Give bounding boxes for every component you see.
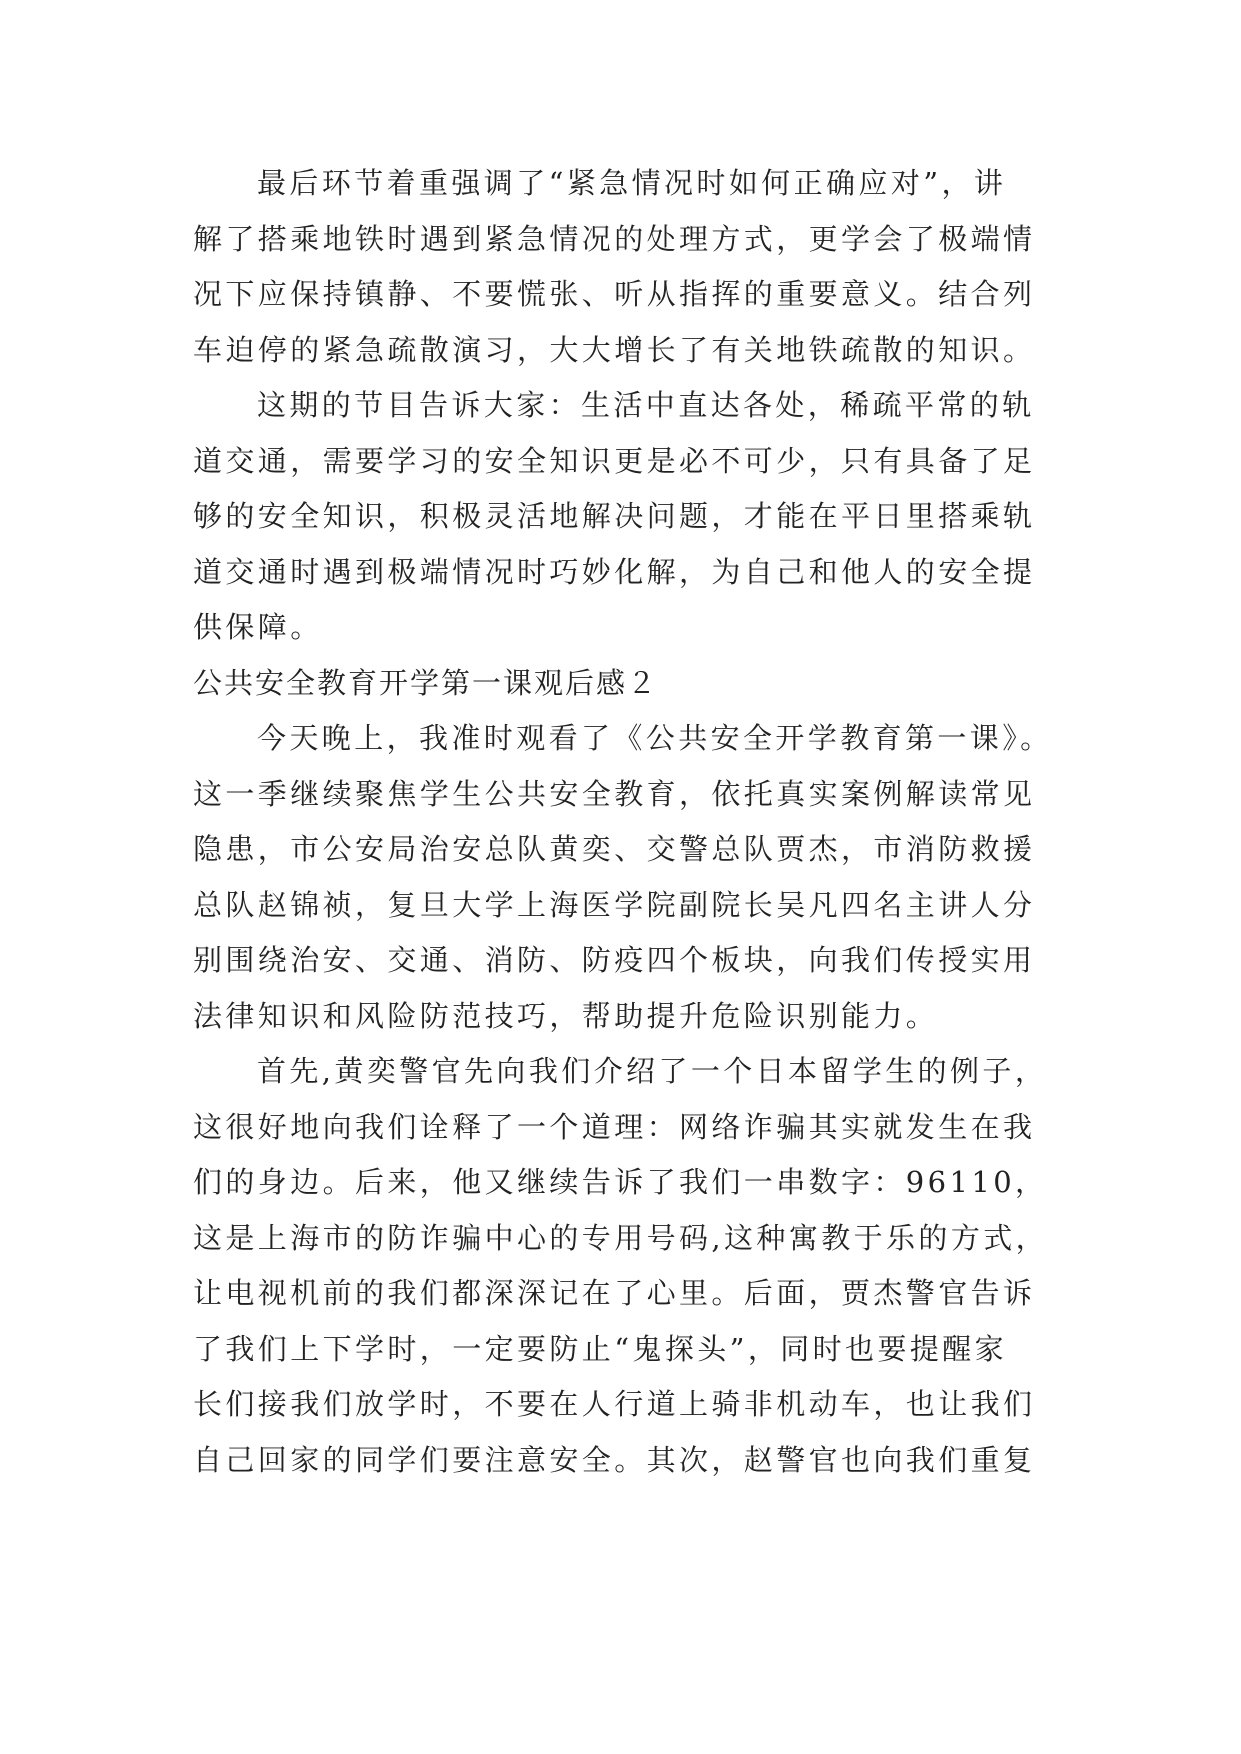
text-line: 况下应保持镇静、不要慌张、听从指挥的重要意义。结合列 bbox=[193, 277, 1036, 311]
text-line: 够的安全知识，积极灵活地解决问题，才能在平日里搭乘轨 bbox=[193, 499, 1036, 533]
text-line: 们的身边。后来，他又继续告诉了我们一串数字：96110， bbox=[193, 1165, 1048, 1199]
document-body bbox=[193, 156, 1055, 1488]
text-line: 这是上海市的防诈骗中心的专用号码,这种寓教于乐的方式， bbox=[193, 1220, 1049, 1255]
paragraph-program-summary bbox=[193, 378, 1055, 656]
text-line: 这一季继续聚焦学生公共安全教育，依托真实案例解读常见 bbox=[193, 776, 1036, 811]
text-line: 隐患，市公安局治安总队黄奕、交警总队贾杰，市消防救援 bbox=[193, 832, 1036, 866]
section-title: 公共安全教育开学第一课观后感２ bbox=[193, 665, 659, 700]
text-line: 别围绕治安、交通、消防、防疫四个板块，向我们传授实用 bbox=[193, 943, 1036, 977]
paragraph-emergency-response bbox=[193, 156, 1055, 378]
text-line: 供保障。 bbox=[193, 610, 323, 644]
text-line: 让电视机前的我们都深深记在了心里。后面，贾杰警官告诉 bbox=[193, 1276, 1036, 1310]
text-line: 解了搭乘地铁时遇到紧急情况的处理方式，更学会了极端情 bbox=[193, 221, 1036, 256]
text-line: 这很好地向我们诠释了一个道理：网络诈骗其实就发生在我 bbox=[193, 1109, 1036, 1144]
text-line: 长们接我们放学时，不要在人行道上骑非机动车，也让我们 bbox=[193, 1387, 1036, 1421]
text-line: 首先,黄奕警官先向我们介绍了一个日本留学生的例子， bbox=[257, 1054, 1048, 1088]
text-line: 了我们上下学时，一定要防止“鬼探头”，同时也要提醒家 bbox=[193, 1331, 1008, 1366]
text-line: 这期的节目告诉大家：生活中直达各处，稀疏平常的轨 bbox=[257, 388, 1035, 422]
text-line: 总队赵锦祯，复旦大学上海医学院副院长吴凡四名主讲人分 bbox=[193, 887, 1036, 922]
text-line: 道交通时遇到极端情况时巧妙化解，为自己和他人的安全提 bbox=[193, 554, 1036, 589]
text-line: 法律知识和风险防范技巧，帮助提升危险识别能力。 bbox=[193, 998, 939, 1033]
text-line: 最后环节着重强调了“紧急情况时如何正确应对”，讲 bbox=[257, 166, 1007, 200]
text-line: 今天晚上，我准时观看了《公共安全开学教育第一课》。 bbox=[257, 721, 1053, 755]
paragraph-officer-examples bbox=[193, 1044, 1055, 1488]
text-line: 道交通，需要学习的安全知识更是必不可少，只有具备了足 bbox=[193, 443, 1036, 478]
paragraph-tonight-viewing bbox=[193, 711, 1055, 1044]
text-line: 自己回家的同学们要注意安全。其次，赵警官也向我们重复 bbox=[193, 1442, 1036, 1477]
text-line: 车迫停的紧急疏散演习，大大增长了有关地铁疏散的知识。 bbox=[193, 332, 1036, 367]
